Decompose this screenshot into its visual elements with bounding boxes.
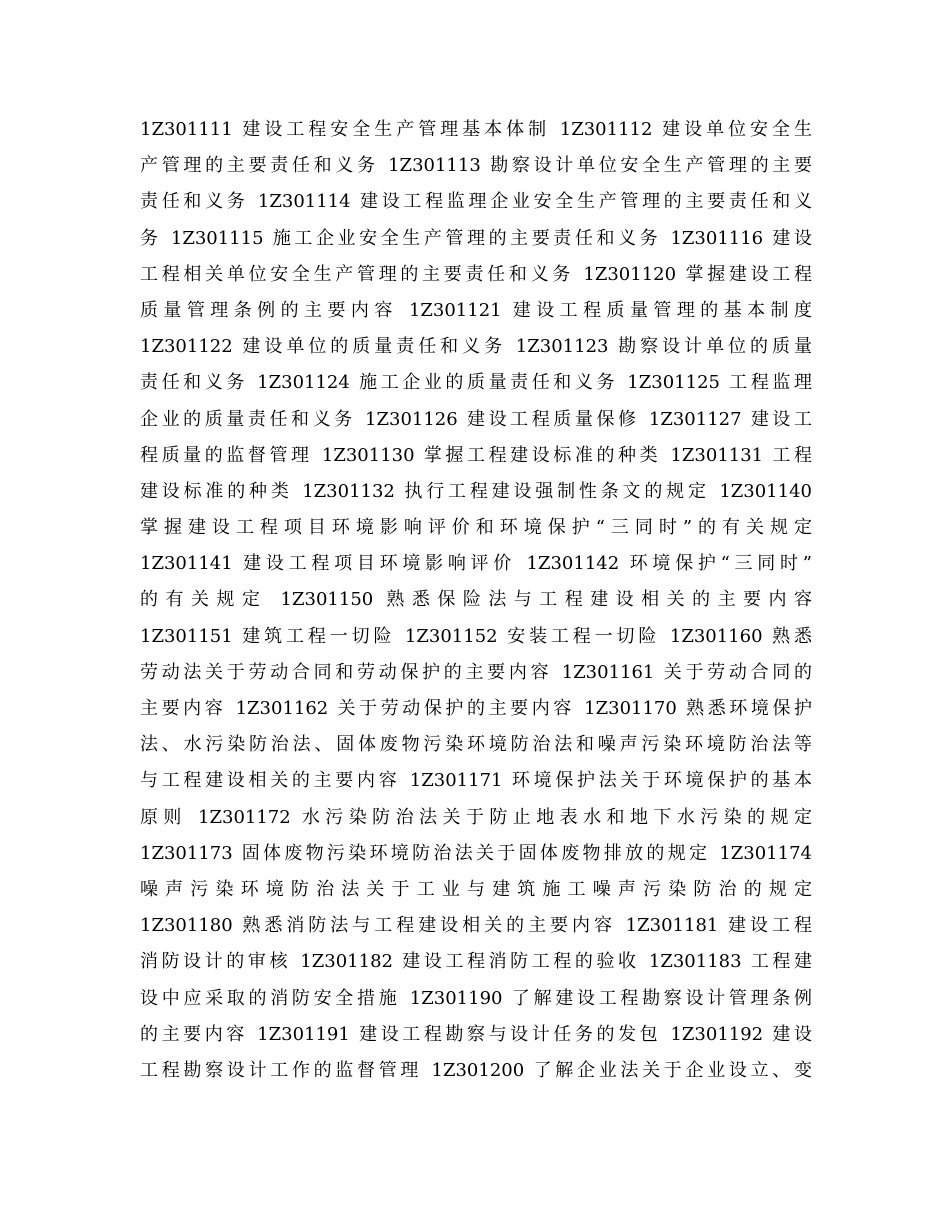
text-line: 工程勘察设计工作的监督管理 1Z301200 了解企业法关于企业设立、变	[140, 1059, 812, 1081]
text-line: 1Z301151 建筑工程一切险 1Z301152 安装工程一切险 1Z301160 熟悉	[140, 625, 812, 647]
text-line: 主要内容 1Z301162 关于劳动保护的主要内容 1Z301170 熟悉环境保护	[140, 698, 812, 719]
text-line: 的有关规定 1Z301150 熟悉保险法与工程建设相关的主要内容	[140, 589, 812, 611]
text-line: 程质量的监督管理 1Z301130 掌握工程建设标准的种类 1Z301131 工程	[140, 444, 812, 466]
text-line: 责任和义务 1Z301114 建设工程监理企业安全生产管理的主要责任和义	[140, 191, 812, 213]
text-line: 责任和义务 1Z301124 施工企业的质量责任和义务 1Z301125 工程监理	[140, 372, 812, 394]
text-line: 1Z301122 建设单位的质量责任和义务 1Z301123 勘察设计单位的质量	[140, 336, 812, 358]
text-line: 质量管理条例的主要内容 1Z301121 建设工程质量管理的基本制度	[140, 299, 812, 321]
text-line: 劳动法关于劳动合同和劳动保护的主要内容 1Z301161 关于劳动合同的	[140, 661, 812, 683]
text-line: 1Z301180 熟悉消防法与工程建设相关的主要内容 1Z301181 建设工程	[140, 915, 812, 937]
text-line: 原则 1Z301172 水污染防治法关于防止地表水和地下水污染的规定	[140, 806, 812, 828]
text-line: 工程相关单位安全生产管理的主要责任和义务 1Z301120 掌握建设工程	[140, 263, 812, 285]
text-line: 法、水污染防治法、固体废物污染环境防治法和噪声污染环境防治法等	[140, 734, 812, 756]
text-line: 建设标准的种类 1Z301132 执行工程建设强制性条文的规定 1Z301140	[140, 480, 812, 502]
text-line: 产管理的主要责任和义务 1Z301113 勘察设计单位安全生产管理的主要	[140, 155, 812, 177]
text-line: 务 1Z301115 施工企业安全生产管理的主要责任和义务 1Z301116 建设	[140, 227, 812, 249]
text-line: 企业的质量责任和义务 1Z301126 建设工程质量保修 1Z301127 建设工	[140, 408, 812, 430]
body-paragraph	[140, 112, 812, 1089]
text-line: 设中应采取的消防安全措施 1Z301190 了解建设工程勘察设计管理条例	[140, 987, 812, 1009]
text-line: 1Z301111 建设工程安全生产管理基本体制 1Z301112 建设单位安全生	[140, 119, 812, 140]
text-line: 的主要内容 1Z301191 建设工程勘察与设计任务的发包 1Z301192 建设	[140, 1023, 812, 1045]
text-line: 掌握建设工程项目环境影响评价和环境保护“三同时”的有关规定	[140, 517, 812, 539]
text-line: 与工程建设相关的主要内容 1Z301171 环境保护法关于环境保护的基本	[140, 770, 812, 792]
text-line: 1Z301173 固体废物污染环境防治法关于固体废物排放的规定 1Z301174	[140, 842, 812, 864]
text-line: 噪声污染环境防治法关于工业与建筑施工噪声污染防治的规定	[140, 878, 812, 900]
text-line: 消防设计的审核 1Z301182 建设工程消防工程的验收 1Z301183 工程建	[140, 951, 812, 973]
text-line: 1Z301141 建设工程项目环境影响评价 1Z301142 环境保护“三同时”	[140, 553, 812, 575]
